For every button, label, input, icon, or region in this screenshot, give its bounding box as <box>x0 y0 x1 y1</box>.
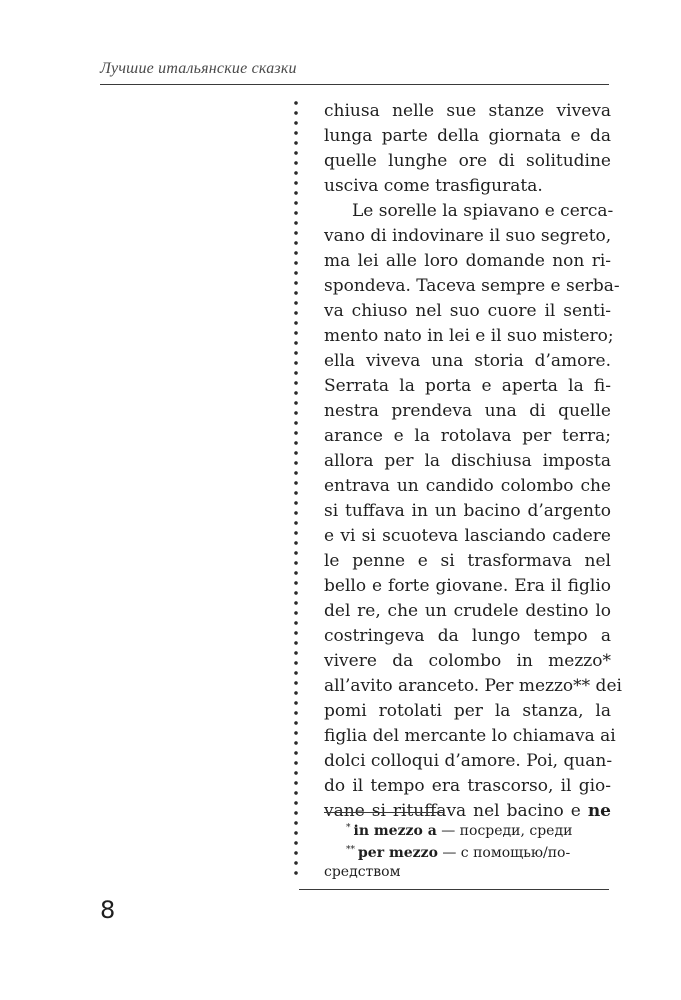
body-line: Le sorelle la spiavano e cerca- <box>352 201 614 221</box>
body-line: quelle lunghe ore di solitudine <box>324 151 611 171</box>
header-rule <box>100 84 609 85</box>
body-line: bello e forte giovane. Era il figlio <box>324 576 611 596</box>
body-line: dolci colloqui d’amore. Poi, quan- <box>324 751 613 771</box>
body-line: nestra prendeva una di quelle <box>324 401 611 421</box>
body-line: ma lei alle loro domande non ri- <box>324 251 611 271</box>
body-line: vivere da colombo in mezzo* <box>324 651 611 671</box>
body-line: arance e la rotolava per terra; <box>324 426 611 446</box>
footnote-rule <box>324 812 444 813</box>
body-line: pomi rotolati per la stanza, la <box>324 701 611 721</box>
body-text <box>324 99 622 824</box>
footnote-1 <box>324 817 611 839</box>
footnote-definition: — с помощью/по- <box>442 845 571 861</box>
body-line-text: vane si rituffava nel bacino e <box>324 801 588 821</box>
footnote-2-continuation: средством <box>324 864 401 880</box>
body-line: spondeva. Taceva sempre e serba- <box>324 276 620 296</box>
body-line: le penne e si trasformava nel <box>324 551 611 571</box>
footnote-term: in mezzo a <box>353 823 437 839</box>
footnote-term: per mezzo <box>358 845 438 861</box>
body-line: lunga parte della giornata e da <box>324 126 611 146</box>
running-header: Лучшие итальянские сказки <box>100 60 297 77</box>
body-line: ella viveva una storia d’amore. <box>324 351 611 371</box>
body-line: Serrata la porta e aperta la fi- <box>324 376 611 396</box>
body-line: del re, che un crudele destino lo <box>324 601 611 621</box>
footnote-mark: ** <box>346 845 355 855</box>
footnote-2 <box>324 839 611 861</box>
bold-word: ne <box>587 801 611 821</box>
body-line: allora per la dischiusa imposta <box>324 451 611 471</box>
body-line: entrava un candido colombo che <box>324 476 611 496</box>
body-line: usciva come trasfigurata. <box>324 176 543 196</box>
dotted-margin-rule <box>294 98 298 880</box>
body-line: costringeva da lungo tempo a <box>324 626 611 646</box>
footnote-definition: — посреди, среди <box>441 823 573 839</box>
body-line: figlia del mercante lo chiamava ai <box>324 726 616 746</box>
body-line: vano di indovinare il suo segreto, <box>324 226 612 246</box>
body-line: va chiuso nel suo cuore il senti- <box>324 301 611 321</box>
body-line: chiusa nelle sue stanze viveva <box>324 101 611 121</box>
footnote-mark: * <box>346 823 351 833</box>
body-line: si tuffava in un bacino d’argento <box>324 501 611 521</box>
body-line: do il tempo era trascorso, il gio- <box>324 776 611 796</box>
body-line: all’avito aranceto. Per mezzo** dei <box>324 676 622 696</box>
body-line: mento nato in lei e il suo mistero; <box>324 326 614 346</box>
footer-rule <box>299 889 609 890</box>
page-number: 8 <box>100 896 116 924</box>
footnotes <box>324 817 611 883</box>
body-line: e vi si scuoteva lasciando cadere <box>324 526 611 546</box>
